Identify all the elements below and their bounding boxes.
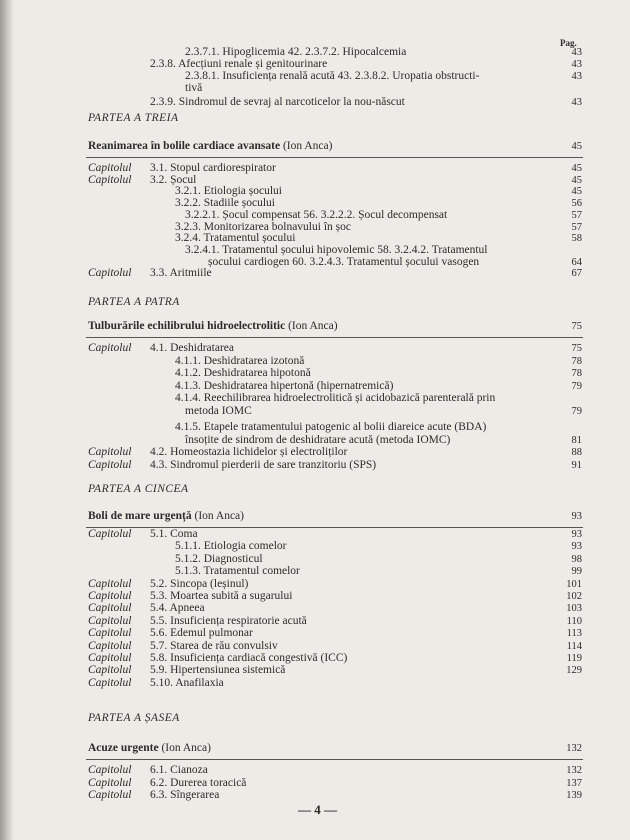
entry-title: 3.2.3. Monitorizarea bolnavului în șoc bbox=[175, 220, 351, 233]
entry-title: 5.4. Apneea bbox=[150, 602, 205, 615]
entry-title: 5.1.2. Diagnosticul bbox=[175, 552, 263, 565]
entry-title: 4.3. Sindromul pierderii de sare tranzitoriu (SPS) bbox=[150, 458, 377, 471]
entry-title: 3.3. Aritmiile bbox=[150, 267, 212, 280]
entry-page-number: 139 bbox=[566, 790, 582, 801]
section-author: (Ion Anca) bbox=[158, 742, 211, 754]
chapter-label: Capitolul bbox=[88, 602, 132, 615]
section-page-number: 45 bbox=[571, 141, 582, 152]
entry-title: 3.1. Stopul cardiorespirator bbox=[150, 162, 276, 174]
chapter-label: Capitolul bbox=[88, 577, 132, 590]
entry-page-number: 57 bbox=[571, 221, 582, 233]
entry-title: tivă bbox=[185, 82, 203, 94]
entry-title: 5.5. Insuficiența respiratorie acută bbox=[150, 614, 307, 627]
section-heading bbox=[88, 742, 211, 754]
entry-page-number: 110 bbox=[566, 615, 582, 627]
chapter-label: Capitolul bbox=[88, 764, 132, 776]
section-title: Boli de mare urgență bbox=[88, 510, 192, 522]
entry-title: 5.8. Insuficiența cardiacă congestivă (ICC) bbox=[150, 652, 348, 664]
entry-title: 2.3.7.1. Hipoglicemia 42. 2.3.7.2. Hipocalcemia bbox=[185, 46, 407, 58]
entry-title: 5.3. Moartea subită a sugarului bbox=[150, 590, 293, 602]
pag-column-header: Pag. bbox=[560, 38, 577, 48]
chapter-label: Capitolul bbox=[88, 776, 132, 789]
entry-title: 3.2.2. Stadiile șocului bbox=[175, 197, 275, 210]
entry-title: 5.1. Coma bbox=[150, 528, 198, 540]
entry-title: 5.2. Sincopa (leșinul) bbox=[150, 577, 249, 590]
entry-title: 6.1. Cianoza bbox=[150, 764, 208, 776]
entry-title: șocului cardiogen 60. 3.2.4.3. Tratamentul șocului vasogen bbox=[208, 255, 480, 268]
entry-title: 5.6. Edemul pulmonar bbox=[150, 627, 253, 640]
section-heading bbox=[88, 510, 244, 522]
section-heading bbox=[88, 140, 332, 152]
section-title: Reanimarea în bolile cardiace avansate bbox=[88, 140, 281, 152]
section-page-number: 132 bbox=[566, 743, 582, 754]
entry-title: însoțite de sindrom de deshidratare acută (metoda IOMC) bbox=[185, 433, 451, 446]
entry-page-number: 79 bbox=[571, 380, 582, 392]
part-heading: PARTEA A ȘASEA bbox=[88, 712, 180, 724]
entry-title: 4.1.1. Deshidratarea izotonă bbox=[175, 354, 305, 367]
entry-page-number: 43 bbox=[571, 59, 582, 70]
page-gutter-shadow bbox=[0, 0, 14, 840]
chapter-label: Capitolul bbox=[88, 676, 132, 689]
section-author: (Ion Anca) bbox=[191, 510, 244, 522]
entry-page-number: 119 bbox=[566, 653, 582, 664]
section-author: (Ion Anca) bbox=[285, 320, 338, 332]
page-number: — 4 — bbox=[298, 802, 337, 817]
section-author: (Ion Anca) bbox=[280, 140, 333, 152]
entry-title: 4.2. Homeostazia lichidelor și electroliților bbox=[150, 446, 348, 459]
chapter-label: Capitolul bbox=[88, 528, 132, 540]
entry-page-number: 57 bbox=[571, 209, 582, 221]
entry-page-number: 93 bbox=[571, 529, 582, 540]
entry-page-number: 75 bbox=[571, 343, 582, 354]
entry-page-number: 78 bbox=[571, 355, 582, 367]
entry-title: 3.2.4.1. Tratamentul șocului hipovolemic 58. 3.2.4.2. Tratamentul bbox=[185, 243, 488, 256]
chapter-label: Capitolul bbox=[88, 614, 132, 627]
entry-page-number: 45 bbox=[571, 186, 582, 198]
entry-page-number: 43 bbox=[571, 71, 582, 82]
entry-title: 3.2. Șocul bbox=[150, 173, 197, 186]
chapter-label: Capitolul bbox=[88, 446, 132, 459]
entry-title: 2.3.8. Afecțiuni renale și genitourinare bbox=[150, 58, 328, 70]
section-rule bbox=[86, 337, 583, 338]
part-heading: PARTEA A TREIA bbox=[88, 112, 179, 124]
section-title: Acuze urgente bbox=[88, 742, 159, 754]
entry-title: 5.9. Hipertensiunea sistemică bbox=[150, 664, 286, 677]
entry-page-number: 88 bbox=[571, 447, 582, 459]
entry-title: 4.1.2. Deshidratarea hipotonă bbox=[175, 367, 311, 380]
entry-page-number: 43 bbox=[571, 47, 582, 58]
entry-title: 6.2. Durerea toracică bbox=[150, 776, 247, 789]
entry-title: 5.10. Anafilaxia bbox=[150, 676, 224, 689]
entry-page-number: 64 bbox=[571, 256, 582, 268]
entry-title: 6.3. Sîngerarea bbox=[150, 789, 220, 801]
entry-title: 4.1.3. Deshidratarea hipertonă (hipernatremică) bbox=[175, 379, 394, 392]
chapter-label: Capitolul bbox=[88, 789, 132, 801]
entry-title: 2.3.9. Sindromul de sevraj al narcoticelor la nou-născut bbox=[150, 96, 405, 108]
chapter-label: Capitolul bbox=[88, 162, 132, 174]
chapter-label: Capitolul bbox=[88, 664, 132, 677]
section-title: Tulburările echilibrului hidroelectrolitic bbox=[88, 320, 286, 332]
entry-page-number: 93 bbox=[571, 541, 582, 553]
entry-title: 3.2.2.1. Șocul compensat 56. 3.2.2.2. Șocul decompensat bbox=[185, 208, 448, 221]
section-rule bbox=[86, 759, 583, 760]
entry-title: 2.3.8.1. Insuficiența renală acută 43. 2.3.8.2. Uropatia obstructi- bbox=[185, 70, 480, 82]
section-rule bbox=[86, 157, 583, 158]
entry-page-number: 45 bbox=[571, 174, 582, 186]
part-heading: PARTEA A PATRA bbox=[88, 296, 180, 308]
chapter-label: Capitolul bbox=[88, 458, 132, 471]
entry-page-number: 81 bbox=[571, 434, 582, 446]
entry-title: 3.2.4. Tratamentul șocului bbox=[175, 232, 296, 245]
entry-title: 5.1.3. Tratamentul comelor bbox=[175, 565, 300, 578]
entry-page-number: 98 bbox=[571, 553, 582, 565]
entry-page-number: 67 bbox=[571, 268, 582, 280]
entry-page-number: 137 bbox=[566, 777, 582, 789]
entry-page-number: 43 bbox=[571, 97, 582, 108]
chapter-label: Capitolul bbox=[88, 639, 132, 652]
section-heading bbox=[88, 320, 338, 332]
entry-title: 5.1.1. Etiologia comelor bbox=[175, 540, 287, 553]
chapter-label: Capitolul bbox=[88, 590, 132, 602]
entry-page-number: 56 bbox=[571, 198, 582, 210]
entry-title: 4.1.5. Etapele tratamentului patogenic al bolii diareice acute (BDA) bbox=[175, 421, 487, 433]
entry-page-number: 58 bbox=[571, 233, 582, 245]
part-heading: PARTEA A CINCEA bbox=[88, 483, 189, 495]
entry-page-number: 132 bbox=[566, 765, 582, 776]
entry-page-number: 79 bbox=[571, 406, 582, 417]
entry-title: 3.2.1. Etiologia șocului bbox=[175, 185, 283, 198]
entry-page-number: 99 bbox=[571, 566, 582, 578]
chapter-label: Capitolul bbox=[88, 652, 132, 664]
entry-title: metoda IOMC bbox=[185, 405, 252, 417]
entry-page-number: 103 bbox=[566, 603, 582, 615]
chapter-label: Capitolul bbox=[88, 267, 132, 280]
entry-page-number: 78 bbox=[571, 368, 582, 380]
section-page-number: 75 bbox=[571, 321, 582, 332]
entry-title: 4.1. Deshidratarea bbox=[150, 342, 234, 354]
entry-page-number: 113 bbox=[566, 628, 582, 640]
entry-page-number: 114 bbox=[566, 640, 582, 652]
entry-page-number: 91 bbox=[571, 459, 582, 471]
entry-page-number: 101 bbox=[566, 578, 582, 590]
entry-page-number: 129 bbox=[566, 665, 582, 677]
section-page-number: 93 bbox=[571, 511, 582, 522]
entry-title: 5.7. Starea de rău convulsiv bbox=[150, 639, 278, 652]
entry-page-number: 45 bbox=[571, 163, 582, 174]
entry-title: 4.1.4. Reechilibrarea hidroelectrolitică și acidobazică parenterală prin bbox=[175, 392, 496, 405]
entry-page-number: 102 bbox=[566, 591, 582, 602]
chapter-label: Capitolul bbox=[88, 342, 132, 354]
chapter-label: Capitolul bbox=[88, 173, 132, 186]
chapter-label: Capitolul bbox=[88, 627, 132, 640]
